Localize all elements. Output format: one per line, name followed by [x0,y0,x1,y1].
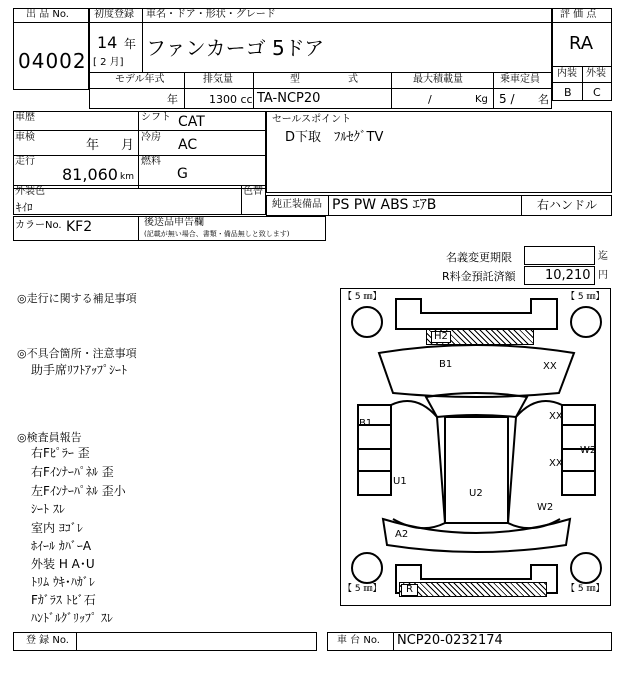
history-label: 車歴 [15,112,35,123]
inspector-item: 右Fﾋﾟﾗｰ 歪 [31,446,90,460]
mileage-unit: km [120,172,134,182]
mark-xx-hood: XX [543,361,557,372]
evaluation-score: RA [569,33,594,54]
name-change-unit: 迄 [598,251,608,262]
recolor-label: 色替 [243,186,263,197]
sales-point-value: D下取 ﾌﾙｾｸﾞTV [285,130,384,145]
model-year-label: モデル年式 [115,74,165,85]
exterior-label: 外装 [586,68,606,79]
first-reg-label: 初度登録 [94,9,134,20]
mark-w2-low: W2 [537,502,554,513]
shift-value: CAT [178,114,205,130]
options-label: 純正装備品 [272,199,322,210]
chassis-no-value: NCP20-0232174 [397,633,503,648]
capacity-label: 乗車定員 [500,74,540,85]
driving-notes-title: ◎走行に関する補足事項 [17,292,137,305]
mileage-label: 走行 [15,156,35,167]
inspector-item: ﾊﾝﾄﾞﾙｸﾞﾘｯﾌﾟ ｽﾚ [31,611,113,625]
inspector-item: ﾄﾘﾑ ｳｷ･ﾊｶﾞﾚ [31,575,95,589]
tire-depth-rear-left: 【 5 ㎜】 [343,584,382,594]
mark-r: R [401,584,418,596]
steering-value: 右ハンドル [537,198,598,212]
fuel-value: G [177,166,188,182]
mark-u1: U1 [393,476,407,487]
ac-value: AC [178,137,198,153]
damage-diagram [340,288,611,606]
recycle-label: R料金預託済額 [442,270,516,283]
tire-depth-front-left: 【 5 ㎜】 [343,292,382,302]
first-reg-month: [ 2 月] [93,57,124,68]
ac-label: 冷房 [141,132,161,143]
capacity-unit: 名 [538,93,549,106]
capacity-value: 5 / [499,92,515,106]
options-value: PS PW ABS ｴｱB [332,197,437,213]
details-box [13,111,266,189]
lot-label: 出 品 No. [26,9,69,20]
docs-note: (記載が無い場合、書類・備品無しと致します) [144,230,290,238]
type-value: TA-NCP20 [257,91,321,106]
max-load-slash: / [428,93,432,106]
mark-a2: A2 [395,529,409,540]
interior-label: 内装 [557,68,577,79]
recycle-amount: 10,210 [545,268,591,283]
first-reg-year-unit: 年 [124,37,137,51]
recycle-unit: 円 [598,270,608,281]
evaluation-label: 評 価 点 [560,9,597,20]
shift-label: シフト [141,112,171,123]
inspector-item: Fｶﾞﾗｽ ﾄﾋﾞ石 [31,593,96,607]
mark-u2: U2 [469,488,483,499]
mark-w2-right: W2 [580,445,597,456]
interior-grade: B [564,86,572,99]
docs-label: 後送品申告欄 [144,217,204,228]
defect-notes-title: ◎不具合箇所・注意事項 [17,347,137,360]
name-change-field [524,246,595,265]
rear-bumper-damage-r [399,582,547,597]
exterior-grade: C [593,86,601,99]
inspector-item: 右Fｲﾝﾅｰﾊﾟﾈﾙ 歪 [31,465,114,479]
sales-point-label: セールスポイント [272,114,352,125]
inspection-label: 車検 [15,132,35,143]
tire-depth-rear-right: 【 5 ㎜】 [566,584,605,594]
max-load-label: 最大積載量 [413,74,463,85]
first-reg-year: 14 [97,33,118,52]
ext-color-value: ｷｲﾛ [16,201,33,214]
color-no-value: KF2 [66,219,93,235]
mark-xx-right-1: XX [549,411,563,422]
defect-item: 助手席ﾘﾌﾄｱｯﾌﾟｼｰﾄ [31,363,128,377]
fuel-label: 燃料 [141,156,161,167]
car-name: ファンカーゴ 5ドア [146,36,325,60]
model-year-unit: 年 [167,93,178,106]
mark-b1-left: B1 [359,418,373,429]
inspector-item: 左Fｲﾝﾅｰﾊﾟﾈﾙ 歪小 [31,484,126,498]
ext-color-label: 外装色 [15,186,45,197]
ext-color-box [13,185,266,215]
inspection-year: 年 [86,138,100,153]
inspection-month: 月 [121,138,135,153]
type-label-2: 式 [348,74,358,85]
name-change-label: 名義変更期限 [446,251,512,264]
type-label: 型 [290,74,300,85]
lot-number: 04002 [18,49,87,73]
max-load-unit: Kg [475,94,488,105]
inspector-item: 外装 H A･U [31,557,95,571]
mileage-value: 81,060 [62,165,118,184]
inspector-item: ﾎｲｰﾙ ｶﾊﾞｰA [31,539,92,553]
mark-xx-right-2: XX [549,458,563,469]
inspector-item: ｼｰﾄ ｽﾚ [31,502,65,516]
inspector-item: 室内 ﾖｺﾞﾚ [31,521,83,535]
displacement-label: 排気量 [203,74,233,85]
color-no-label: カラーNo. [15,220,62,231]
chassis-no-label: 車 台 No. [337,635,380,646]
registration-no-label: 登 録 No. [26,635,69,646]
mark-h2: H2 [431,331,451,343]
tire-depth-front-right: 【 5 ㎜】 [566,292,605,302]
inspector-title: ◎検査員報告 [17,431,82,444]
displacement-value: 1300 cc [209,93,253,106]
car-name-label: 車名・ドア・形状・グレード [146,9,276,20]
mark-b1-hood: B1 [439,359,453,370]
